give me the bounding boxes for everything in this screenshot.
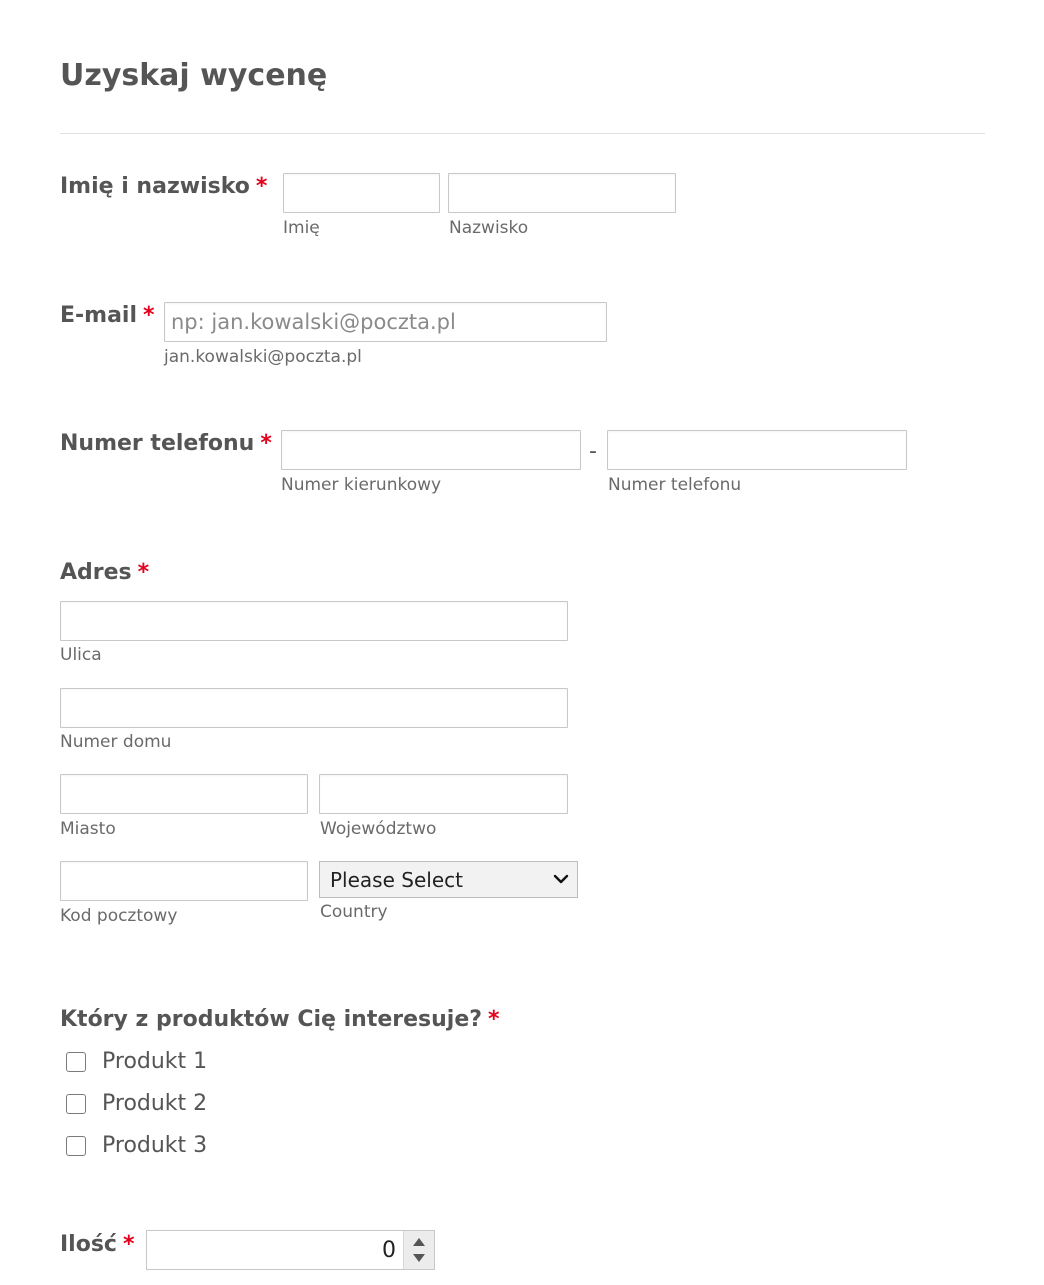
increment-arrow-icon[interactable] xyxy=(413,1238,425,1246)
last-name-input[interactable] xyxy=(448,173,676,213)
zip-sublabel: Kod pocztowy xyxy=(60,906,178,926)
first-name-sublabel: Imię xyxy=(283,218,320,238)
required-marker: * xyxy=(255,174,268,199)
quantity-stepper[interactable] xyxy=(146,1230,435,1270)
products-label-text: Który z produktów Cię interesuje? xyxy=(60,1007,483,1032)
required-marker: * xyxy=(137,560,150,585)
required-marker: * xyxy=(143,303,155,328)
email-label-text: E-mail xyxy=(60,303,138,328)
first-name-input[interactable] xyxy=(283,173,440,213)
house-number-input[interactable] xyxy=(60,688,568,728)
required-marker: * xyxy=(260,431,272,456)
product-3-checkbox[interactable] xyxy=(66,1136,86,1156)
product-2-label: Produkt 2 xyxy=(102,1091,208,1116)
quantity-label-text: Ilość xyxy=(60,1232,117,1257)
zip-input[interactable] xyxy=(60,861,308,901)
product-option-1[interactable] xyxy=(66,1049,207,1074)
email-input[interactable] xyxy=(164,302,607,342)
name-label-text: Imię i nazwisko xyxy=(60,174,250,199)
street-sublabel: Ulica xyxy=(60,645,102,665)
street-input[interactable] xyxy=(60,601,568,641)
product-3-label: Produkt 3 xyxy=(102,1133,208,1158)
quantity-label xyxy=(60,1232,135,1257)
name-label xyxy=(60,174,267,199)
phone-number-sublabel: Numer telefonu xyxy=(608,475,742,495)
product-2-checkbox[interactable] xyxy=(66,1094,86,1114)
area-code-sublabel: Numer kierunkowy xyxy=(281,475,442,495)
page-title: Uzyskaj wycenę xyxy=(60,58,328,93)
country-select[interactable] xyxy=(319,861,578,898)
phone-separator: - xyxy=(589,439,597,464)
email-label xyxy=(60,303,155,328)
last-name-sublabel: Nazwisko xyxy=(449,218,529,238)
address-label-text: Adres xyxy=(60,560,132,585)
decrement-arrow-icon[interactable] xyxy=(413,1254,425,1262)
required-marker: * xyxy=(488,1007,500,1032)
phone-label xyxy=(60,431,272,456)
product-option-3[interactable] xyxy=(66,1133,207,1158)
products-label xyxy=(60,1007,500,1032)
chevron-down-icon xyxy=(553,871,569,887)
title-divider xyxy=(60,133,985,134)
city-input[interactable] xyxy=(60,774,308,814)
phone-label-text: Numer telefonu xyxy=(60,431,255,456)
state-sublabel: Województwo xyxy=(320,819,437,839)
required-marker: * xyxy=(122,1232,135,1257)
house-number-sublabel: Numer domu xyxy=(60,732,172,752)
country-select-value: Please Select xyxy=(330,867,463,892)
city-sublabel: Miasto xyxy=(60,819,116,839)
product-1-checkbox[interactable] xyxy=(66,1052,86,1072)
email-hint: jan.kowalski@poczta.pl xyxy=(164,347,362,367)
phone-number-input[interactable] xyxy=(607,430,907,470)
state-input[interactable] xyxy=(319,774,568,814)
country-sublabel: Country xyxy=(320,902,388,922)
product-1-label: Produkt 1 xyxy=(102,1049,208,1074)
product-option-2[interactable] xyxy=(66,1091,207,1116)
address-label xyxy=(60,560,149,585)
quantity-value[interactable]: 0 xyxy=(382,1238,396,1263)
quantity-spinner[interactable] xyxy=(403,1231,434,1269)
area-code-input[interactable] xyxy=(281,430,581,470)
